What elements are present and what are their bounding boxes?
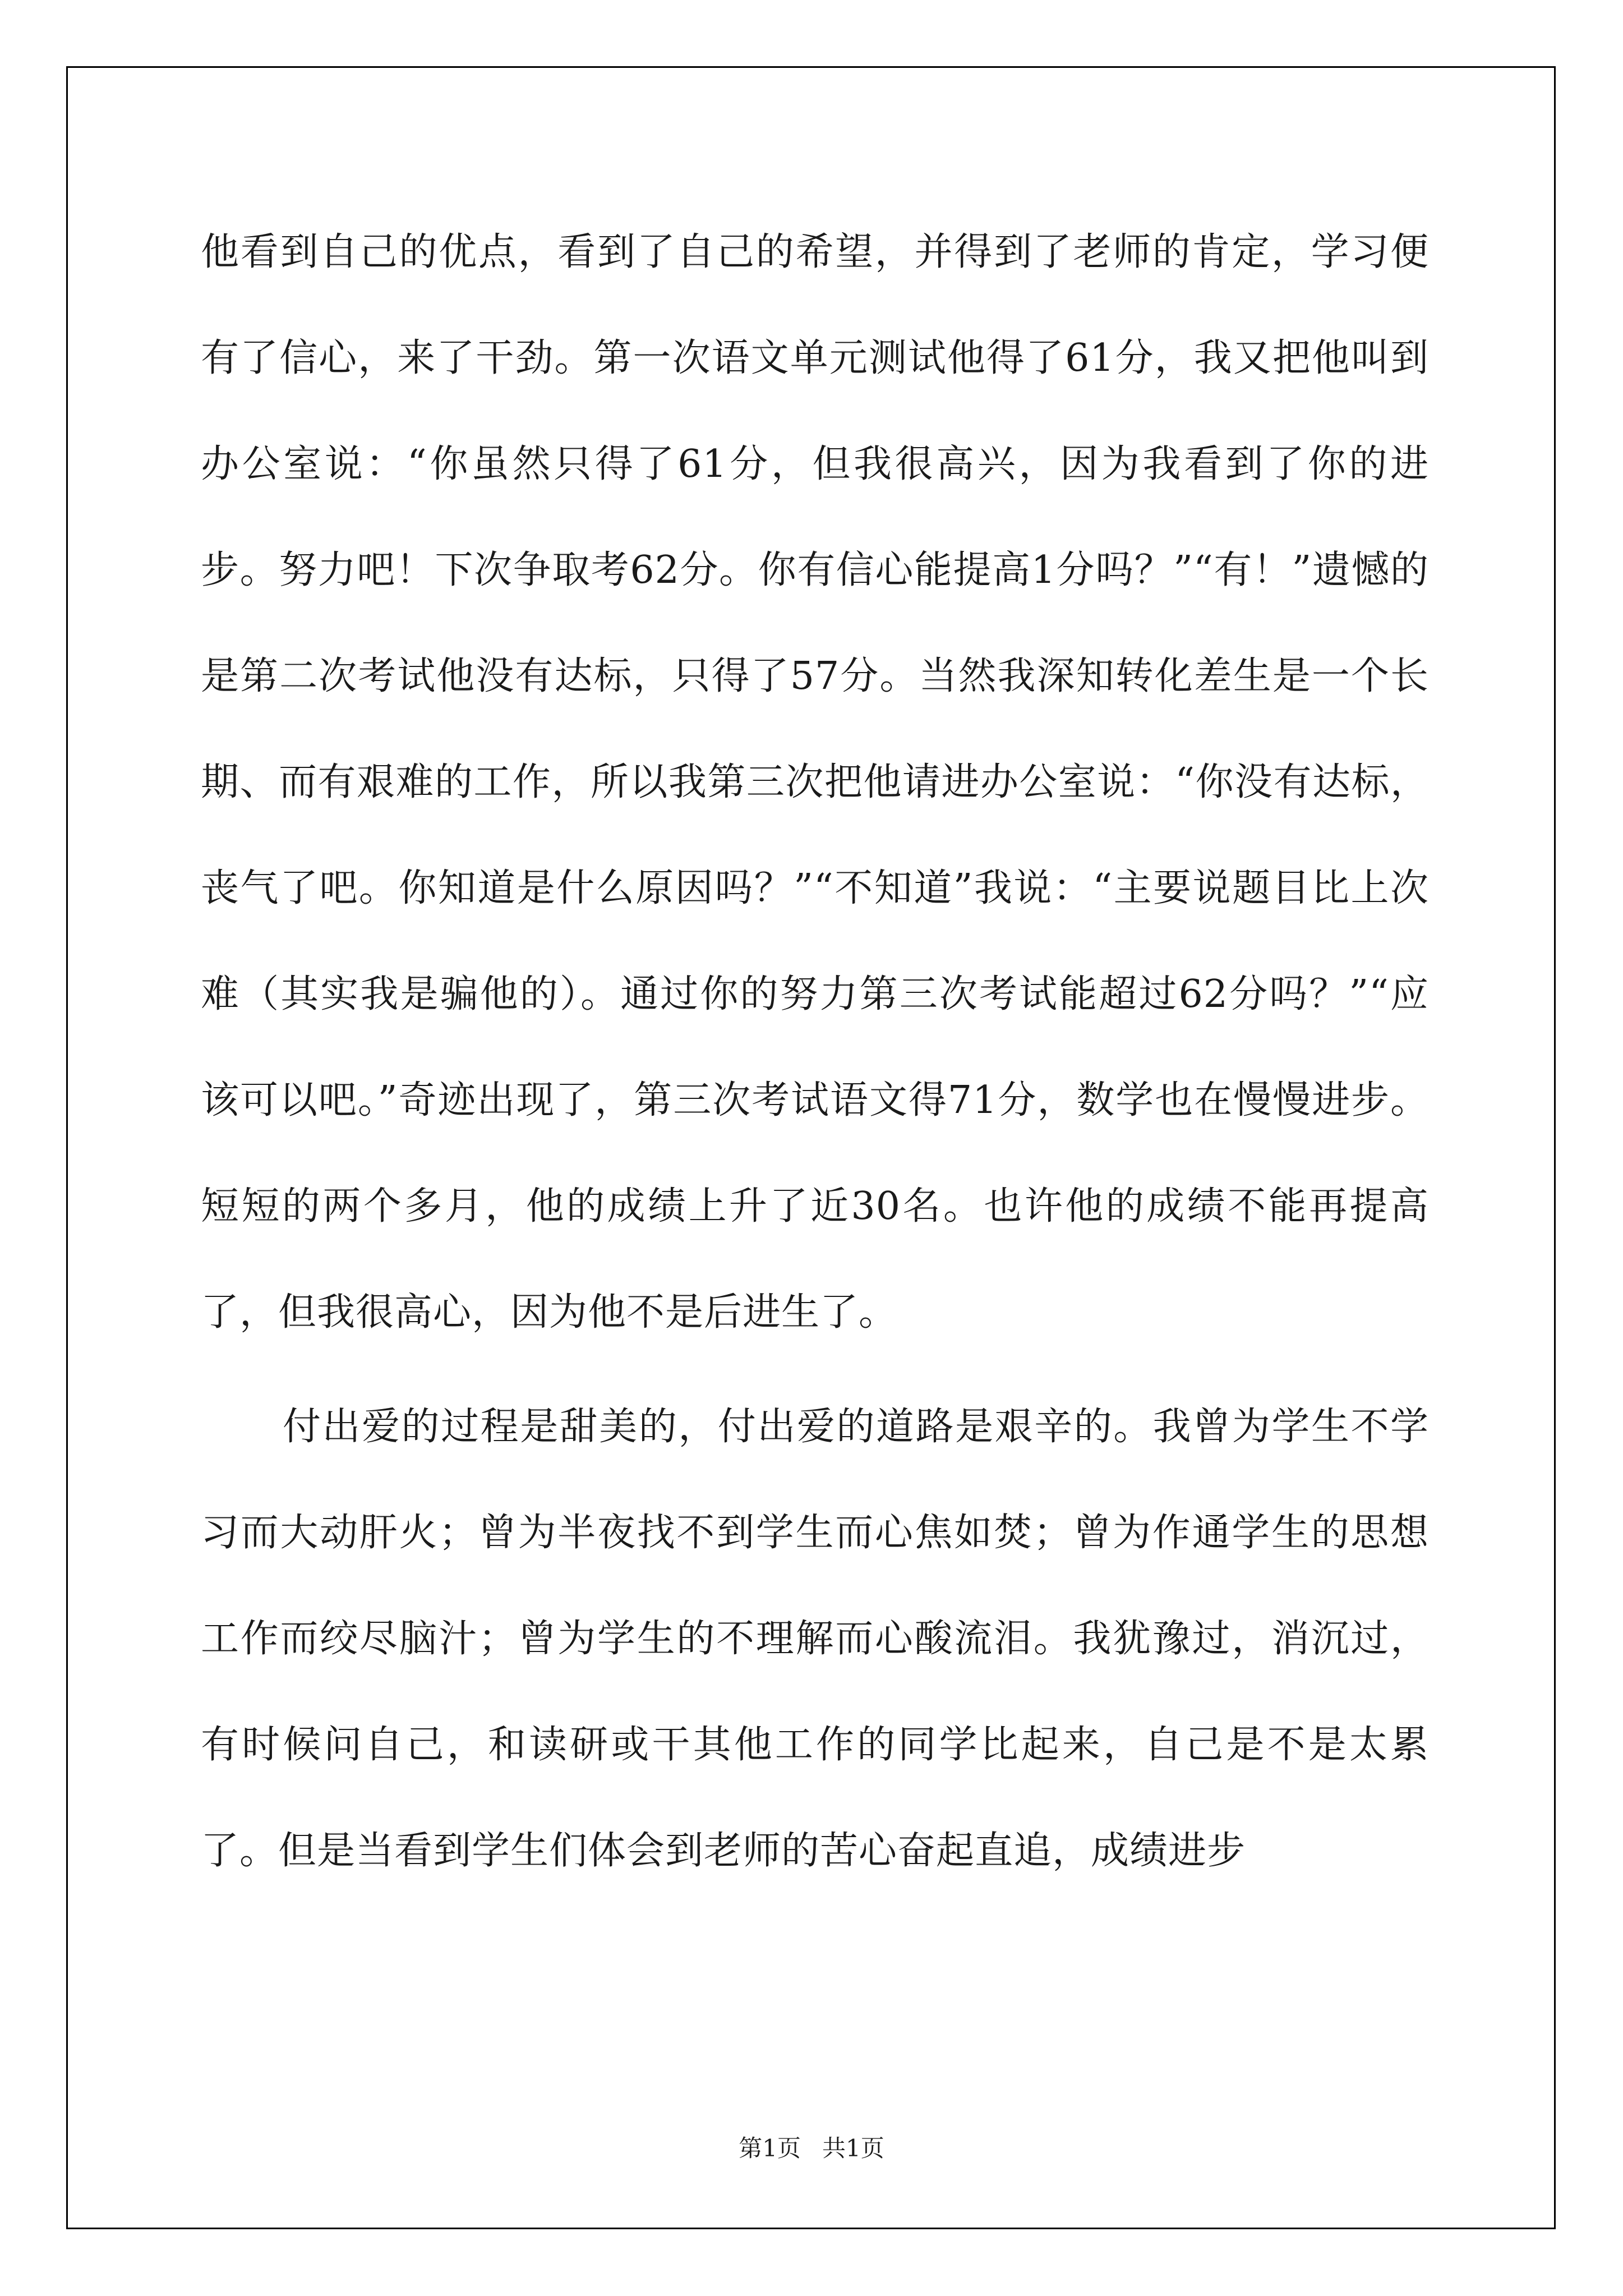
page-total: 共1页	[822, 2134, 884, 2162]
page-footer	[0, 2132, 1623, 2165]
document-body	[201, 199, 1429, 1904]
paragraph-1: 他看到自己的优点，看到了自己的希望，并得到了老师的肯定，学习便有了信心，来了干劲。第一次语文单元测试他得了61分，我又把他叫到办公室说：“你虽然只得了61分，但我很高兴，因为我看到了你的进步。努力吧！下次争取考62分。你有信心能提高1分吗？”“有！”遗憾的是第二次考试他没有达标，只得了57分。当然我深知转化差生是一个长期、而有艰难的工作，所以我第三次把他请进办公室说：“你没有达标，丧气了吧。你知道是什么原因吗？”“不知道”我说：“主要说题目比上次难（其实我是骗他的）。通过你的努力第三次考试能超过62分吗？”“应该可以吧。”奇迹出现了，第三次考试语文得71分，数学也在慢慢进步。短短的两个多月，他的成绩上升了近30名。也许他的成绩不能再提高了，但我很高心，因为他不是后进生了。	[201, 230, 1429, 1335]
page-number: 第1页	[739, 2134, 801, 2162]
paragraph-2: 付出爱的过程是甜美的，付出爱的道路是艰辛的。我曾为学生不学习而大动肝火；曾为半夜找不到学生而心焦如焚；曾为作通学生的思想工作而绞尽脑汁；曾为学生的不理解而心酸流泪。我犹豫过，消沉过，有时候问自己，和读研或干其他工作的同学比起来，自己是不是太累了。但是当看到学生们体会到老师的苦心奋起直追，成绩进步	[201, 1405, 1429, 1873]
